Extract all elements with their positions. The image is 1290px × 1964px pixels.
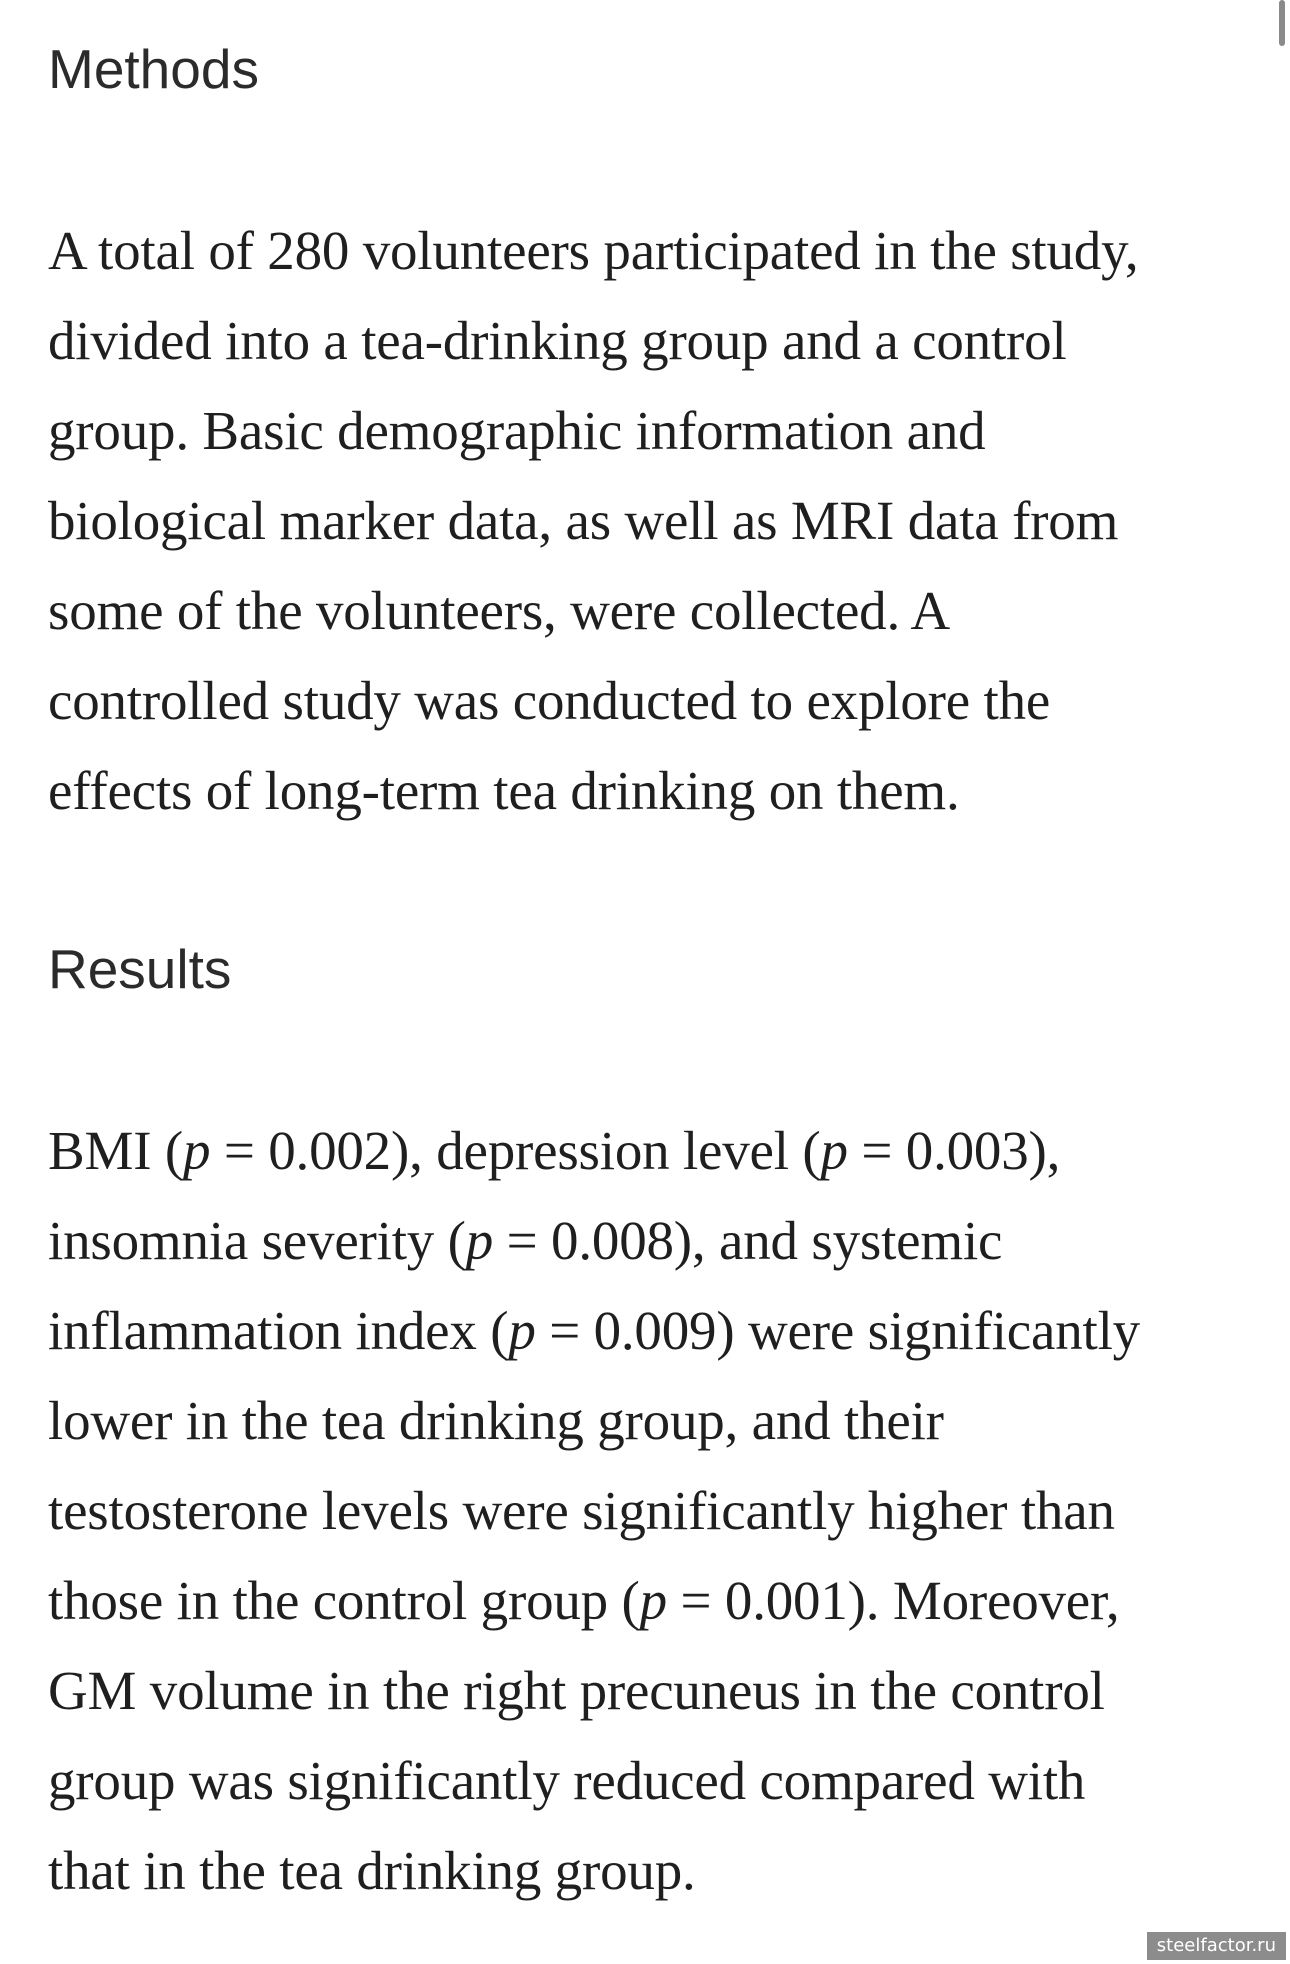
methods-paragraph: [48, 206, 1258, 836]
methods-line: A total of 280 volunteers participated in the study,: [48, 220, 1139, 281]
methods-line: some of the volunteers, were collected. A: [48, 580, 951, 641]
results-line: inflammation index (p = 0.009) were significantly: [48, 1300, 1140, 1361]
methods-line: controlled study was conducted to explore the: [48, 670, 1051, 731]
results-line: testosterone levels were significantly higher than: [48, 1480, 1115, 1541]
methods-line: divided into a tea-drinking group and a control: [48, 310, 1067, 371]
results-line: those in the control group (p = 0.001). Moreover,: [48, 1570, 1120, 1631]
p-value-symbol: p: [465, 1210, 494, 1271]
results-line: lower in the tea drinking group, and their: [48, 1390, 944, 1451]
p-value-symbol: p: [820, 1120, 848, 1181]
p-value-symbol: p: [182, 1120, 211, 1181]
results-heading: Results: [48, 938, 232, 1000]
watermark-label: steelfactor.ru: [1147, 1932, 1286, 1960]
methods-line: biological marker data, as well as MRI data from: [48, 490, 1119, 551]
results-line: GM volume in the right precuneus in the control: [48, 1660, 1105, 1721]
p-value-symbol: p: [508, 1300, 536, 1361]
scrollbar-thumb[interactable]: [1279, 0, 1285, 46]
methods-heading: Methods: [48, 38, 259, 100]
results-line: insomnia severity (p = 0.008), and systemic: [48, 1210, 1003, 1271]
methods-line: group. Basic demographic information and: [48, 400, 986, 461]
results-paragraph: [48, 1106, 1258, 1916]
methods-line: effects of long-term tea drinking on them.: [48, 760, 960, 821]
results-line: BMI (p = 0.002), depression level (p = 0.003),: [48, 1120, 1061, 1181]
results-line: group was significantly reduced compared with: [48, 1750, 1086, 1811]
p-value-symbol: p: [639, 1570, 667, 1631]
results-line: that in the tea drinking group.: [48, 1840, 696, 1901]
